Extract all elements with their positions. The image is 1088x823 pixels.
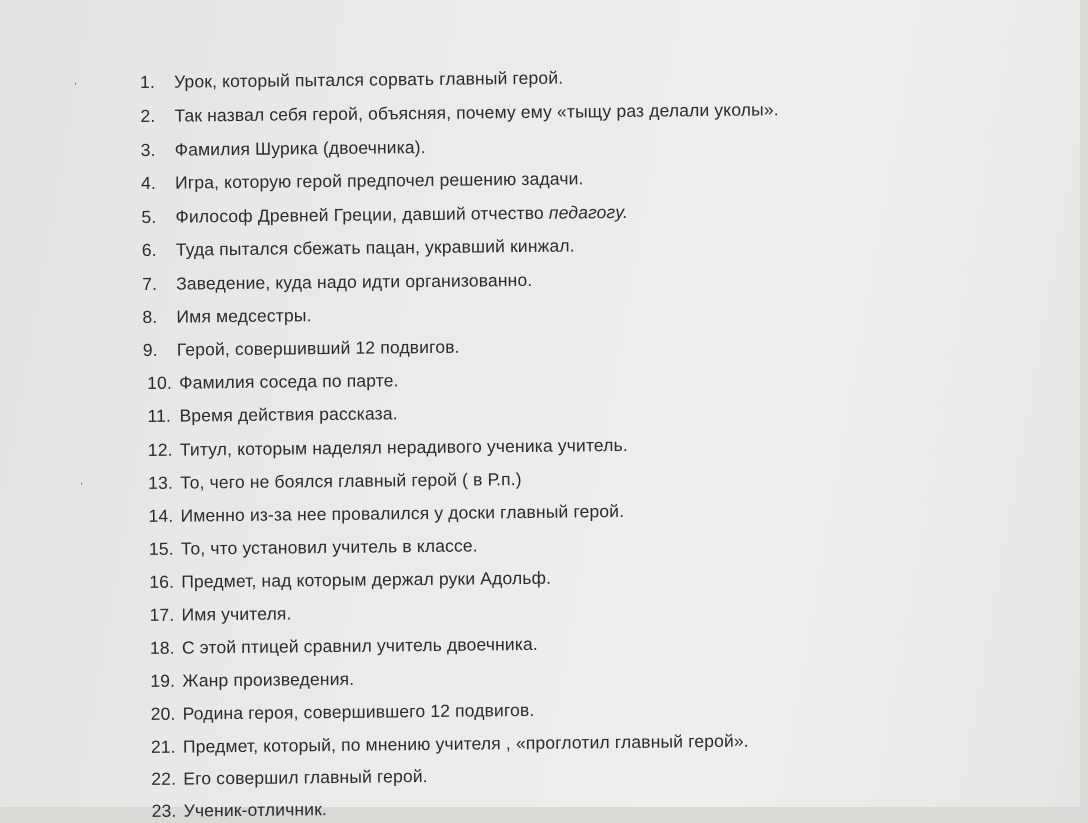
- item-text: Титул, которым наделял нерадивого ученика учитель.: [179, 434, 628, 460]
- item-number: 20.: [150, 703, 176, 724]
- item-text: Имя медсестры.: [176, 305, 312, 327]
- list-item: [142, 305, 311, 328]
- item-number: 16.: [149, 571, 175, 592]
- item-number: 18.: [149, 637, 175, 658]
- item-number: 8.: [142, 306, 158, 327]
- item-text: Имя учителя.: [181, 603, 292, 625]
- item-text: С этой птицей сравнил учитель двоечника.: [181, 633, 538, 658]
- paper-speck: ˈ: [73, 81, 79, 98]
- item-number: 15.: [148, 538, 174, 559]
- paper-speck: ˈ: [79, 481, 85, 498]
- item-text: Родина героя, совершившего 12 подвигов.: [182, 699, 535, 724]
- list-item: [148, 435, 628, 461]
- list-item: [140, 68, 563, 93]
- list-item: [151, 731, 749, 758]
- item-text: Так назвал себя герой, объясняя, почему ему «тыщу раз делали уколы».: [174, 99, 779, 126]
- list-item: [141, 202, 628, 228]
- item-text: Ученик-отличник.: [183, 799, 328, 821]
- list-item: [152, 799, 328, 822]
- list-item: [143, 337, 460, 361]
- item-number: 11.: [147, 405, 172, 426]
- list-item: [150, 634, 538, 659]
- item-number: 22.: [151, 768, 177, 789]
- list-item: [141, 137, 426, 161]
- item-text: Жанр произведения.: [182, 668, 355, 691]
- list-item: [147, 370, 399, 394]
- list-item: [140, 99, 779, 127]
- item-number: 12.: [147, 439, 173, 460]
- list-item: [141, 168, 584, 194]
- item-number: 10.: [147, 372, 173, 393]
- item-text: Герой, совершивший 12 подвигов.: [176, 336, 460, 360]
- item-number: 3.: [140, 139, 156, 160]
- item-text: Философ Древней Греции, давший отчество: [175, 202, 544, 227]
- item-number: 4.: [140, 172, 157, 193]
- item-number: 23.: [151, 800, 177, 821]
- item-text: Урок, который пытался сорвать главный герой.: [173, 67, 564, 92]
- list-item: [148, 469, 522, 494]
- item-number: 17.: [149, 604, 175, 625]
- item-text: Игра, которую герой предпочел решению задачи.: [174, 168, 584, 193]
- list-item: [149, 535, 478, 559]
- item-number: 14.: [148, 505, 174, 526]
- item-number: 13.: [148, 472, 174, 493]
- item-text: Фамилия Шурика (двоечника).: [174, 137, 426, 160]
- item-text: Его совершил главный герой.: [183, 766, 428, 789]
- item-number: 9.: [142, 339, 158, 360]
- item-number: 6.: [141, 239, 157, 260]
- list-item: [149, 568, 551, 593]
- item-number: 21.: [150, 736, 176, 757]
- item-number: 1.: [139, 71, 156, 92]
- list-item: [151, 766, 428, 790]
- list-item: [142, 235, 575, 261]
- item-number: 2.: [140, 105, 156, 126]
- list-item: [148, 501, 624, 527]
- item-text: То, чего не боялся главный герой ( в Р.п.): [180, 469, 522, 493]
- item-text: Заведение, куда надо идти организованно.: [176, 269, 533, 294]
- item-number: 7.: [142, 273, 158, 294]
- item-text: Предмет, над которым держал руки Адольф.: [181, 567, 552, 592]
- item-text: Время действия рассказа.: [179, 403, 398, 426]
- item-text: Фамилия соседа по парте.: [179, 370, 399, 393]
- item-text-italic: педагогу.: [548, 201, 629, 223]
- item-text: То, что установил учитель в классе.: [180, 535, 478, 559]
- list-item: [150, 669, 354, 692]
- item-text: Предмет, который, по мнению учителя , «проглотил главный герой».: [182, 730, 749, 757]
- item-text: Именно из-за нее провалился у доски главный герой.: [180, 500, 625, 526]
- item-number: 5.: [141, 206, 157, 227]
- list-item: [147, 403, 397, 427]
- item-text: Туда пытался сбежать пацан, укравший кинжал.: [175, 235, 575, 260]
- item-number: 19.: [150, 670, 176, 691]
- list-item: [149, 603, 291, 625]
- list-item: [142, 270, 532, 295]
- list-item: [151, 700, 535, 725]
